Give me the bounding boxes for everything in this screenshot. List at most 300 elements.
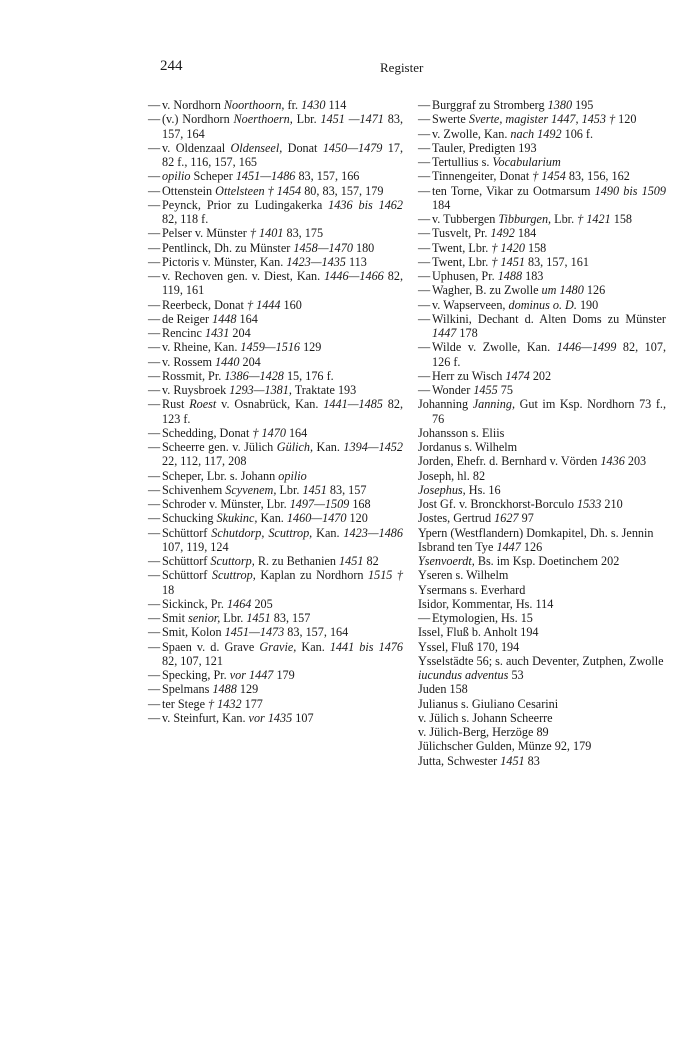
entry-italic-text: 1436	[600, 454, 625, 469]
index-entry	[148, 597, 403, 611]
entry-text: Ysermans s. Everhard	[418, 582, 526, 597]
index-column-right	[418, 98, 666, 768]
entry-italic-text: 1515 †	[368, 568, 403, 583]
entry-italic-text: Roest	[189, 397, 217, 412]
entry-text: v. Rechoven gen. v. Diest, Kan.	[162, 269, 325, 283]
entry-italic-text: 1447	[496, 539, 521, 554]
entry-text: 126	[583, 283, 606, 298]
entry-text: 184	[514, 226, 537, 241]
index-entry	[148, 568, 403, 597]
entry-text: 17, 82 f., 116, 157, 165	[162, 140, 404, 169]
entry-dash: —	[418, 155, 431, 169]
entry-text: Tusvelt, Pr.	[432, 226, 491, 241]
entry-text: 210	[601, 497, 623, 511]
index-entry	[418, 625, 666, 639]
page-number: 244	[160, 58, 183, 74]
index-entry	[148, 355, 403, 369]
entry-text: 164	[236, 311, 258, 326]
entry-text: Pelser v. Münster	[162, 226, 250, 241]
entry-text: Schüttorf	[162, 525, 212, 540]
entry-dash: —	[148, 240, 161, 255]
entry-text: 129	[300, 340, 322, 355]
entry-dash: —	[418, 340, 431, 355]
entry-text: Rossmit, Pr.	[162, 368, 225, 383]
entry-dash: —	[418, 383, 431, 397]
index-entry	[418, 212, 666, 226]
entry-italic-text: Scyvenem,	[225, 482, 277, 497]
index-entry	[418, 682, 666, 696]
entry-text: Schedding, Donat	[162, 425, 253, 440]
entry-text: Schucking	[162, 511, 217, 526]
entry-text: Wilkini, Dechant d. Alten Doms zu Münster	[432, 311, 666, 326]
entry-text: Ottenstein	[162, 183, 216, 198]
entry-dash: —	[418, 297, 431, 312]
entry-italic-text: 1451—1473	[224, 625, 285, 640]
entry-dash: —	[148, 639, 161, 654]
entry-text: ten Torne, Vikar zu Ootmarsum	[432, 183, 595, 198]
entry-text: 178	[456, 326, 478, 340]
entry-italic-text: † 1421	[577, 212, 611, 226]
entry-text: Schüttorf	[162, 554, 211, 568]
entry-italic-text: 1446—1499	[556, 340, 617, 355]
entry-text: 183	[522, 269, 544, 283]
entry-italic-text: 1447	[432, 326, 457, 340]
entry-text: 82, 107, 121	[162, 653, 223, 668]
entry-text: 129	[236, 682, 259, 697]
entry-text: 83, 175	[283, 226, 324, 241]
entry-text: v. Jülich-Berg, Herzöge 89	[418, 725, 549, 739]
entry-text: 164	[285, 425, 308, 440]
entry-text: Issel, Fluß b. Anholt 194	[418, 625, 539, 640]
entry-italic-text: 1455	[473, 383, 498, 397]
entry-text: Wagher, B. zu Zwolle	[432, 283, 542, 298]
entry-text: 83, 157	[326, 482, 367, 497]
entry-text: (v.) Nordhorn	[162, 112, 234, 127]
entry-dash: —	[148, 326, 161, 340]
entry-dash: —	[148, 311, 161, 326]
index-entry	[418, 127, 666, 141]
entry-text: Scheerre gen. v. Jülich	[162, 440, 277, 454]
index-entry	[148, 298, 403, 312]
entry-text: Schüttorf	[162, 568, 212, 583]
entry-text: 184	[432, 197, 451, 212]
entry-dash: —	[148, 611, 161, 625]
entry-italic-text: Noerthoern,	[233, 112, 293, 127]
entry-dash: —	[148, 226, 161, 241]
index-entry	[148, 397, 403, 426]
index-entry	[418, 383, 666, 397]
entry-text: Donat	[282, 140, 323, 155]
entry-italic-text: 1464	[227, 596, 252, 611]
entry-text: Jorden, Ehefr. d. Bernhard v. Vörden	[418, 454, 601, 469]
entry-dash: —	[418, 269, 431, 283]
entry-italic-text: vor 1447	[229, 668, 274, 682]
entry-dash: —	[148, 425, 161, 440]
entry-dash: —	[148, 596, 161, 611]
entry-italic-text: 1446—1466	[324, 269, 384, 283]
entry-text: 107, 119, 124	[162, 539, 229, 554]
entry-italic-text: 1451	[302, 482, 327, 497]
entry-dash: —	[148, 368, 161, 383]
entry-text: Sickinck, Pr.	[162, 596, 228, 611]
entry-italic-text: 1474	[505, 368, 530, 383]
entry-dash: —	[418, 226, 431, 241]
entry-text: Swerte	[432, 112, 469, 127]
entry-italic-text: vor 1435	[248, 710, 293, 725]
entry-text: Joseph, hl. 82	[418, 468, 486, 483]
entry-dash: —	[148, 710, 161, 725]
entry-text: 75	[497, 383, 513, 397]
entry-text: ter Stege	[162, 696, 209, 711]
entry-italic-text: 1386—1428	[224, 368, 284, 383]
index-entry	[148, 340, 403, 354]
index-entry	[418, 739, 666, 753]
entry-dash: —	[148, 568, 161, 583]
entry-text: v. Wapserveen,	[432, 297, 509, 312]
index-entry	[418, 397, 666, 426]
entry-text: 180	[352, 240, 375, 255]
entry-italic-text: 1488	[497, 269, 523, 283]
entry-text: Julianus s. Giuliano Cesarini	[418, 696, 559, 711]
entry-dash: —	[148, 254, 161, 269]
entry-text: R. zu Bethanien	[254, 554, 340, 568]
entry-text: Reerbeck, Donat	[162, 297, 247, 312]
entry-text: 190	[576, 297, 599, 312]
entry-dash: —	[148, 682, 161, 697]
index-entry	[148, 711, 403, 725]
entry-italic-text: Tibburgen,	[498, 212, 552, 226]
entry-text: 82, 119, 161	[162, 269, 403, 298]
entry-text: Rust	[162, 397, 190, 412]
entry-text: v. Zwolle, Kan.	[432, 126, 511, 141]
index-entry	[418, 597, 666, 611]
index-entry	[148, 112, 403, 141]
index-entry	[418, 711, 666, 725]
entry-italic-text: Josephus,	[418, 482, 466, 497]
entry-text: Lbr.	[220, 611, 247, 625]
entry-text: Lbr.	[276, 482, 303, 497]
entry-text: Jülichscher Gulden, Münze 92, 179	[418, 739, 592, 754]
entry-text: 120	[615, 112, 637, 127]
entry-italic-text: 1459—1516	[240, 340, 301, 355]
entry-italic-text: iucundus adventus	[418, 668, 509, 682]
entry-text: 195	[572, 98, 594, 112]
entry-text: 114	[325, 98, 347, 112]
entry-text: Burggraf zu Stromberg	[432, 98, 548, 112]
entry-italic-text: † 1470	[252, 425, 286, 440]
entry-text: 203	[624, 454, 647, 469]
index-entry	[418, 112, 666, 126]
index-entry	[418, 426, 666, 440]
entry-italic-text: Noorthoorn,	[223, 98, 285, 112]
entry-text: 160	[280, 297, 302, 312]
index-entry	[418, 141, 666, 155]
entry-text: Rencinc	[162, 326, 205, 340]
entry-text: 126	[520, 539, 543, 554]
entry-text: 204	[229, 326, 251, 340]
entry-italic-text: 1394—1452	[343, 440, 403, 454]
entry-italic-text: opilio	[278, 468, 307, 483]
index-entry	[148, 169, 403, 183]
index-entry	[148, 326, 403, 340]
entry-italic-text: 1451 —1471	[320, 112, 384, 127]
index-entry	[148, 668, 403, 682]
entry-text: Jordanus s. Wilhelm	[418, 440, 518, 454]
entry-text: Schroder v. Münster, Lbr.	[162, 497, 290, 511]
entry-text: Kan.	[313, 440, 344, 454]
entry-italic-text: 1423—1486	[343, 525, 403, 540]
entry-text: Smit, Kolon	[162, 625, 225, 640]
entry-dash: —	[148, 625, 161, 640]
index-entry	[148, 369, 403, 383]
entry-italic-text: Ottelsteen † 1454	[215, 183, 302, 198]
entry-text: Kan.	[312, 525, 344, 540]
entry-text: Bs. im Ksp. Doetinchem 202	[474, 554, 620, 568]
entry-dash: —	[148, 197, 161, 212]
index-entry	[148, 483, 403, 497]
index-entry	[418, 654, 666, 668]
index-entry	[148, 226, 403, 240]
index-entry	[148, 98, 403, 112]
entry-text: Pentlinck, Dh. zu Münster	[162, 240, 294, 255]
entry-text: 202	[529, 368, 552, 383]
entry-italic-text: 1451	[339, 554, 364, 568]
entry-italic-text: opilio	[162, 169, 191, 184]
index-entry	[418, 526, 666, 540]
entry-text: Ysselstädte 56; s. auch Deventer, Zutphen, Zwolle	[418, 653, 664, 668]
index-entry	[148, 640, 403, 669]
entry-text: 53	[508, 668, 524, 682]
entry-text: v. Jülich s. Johann Scheerre	[418, 710, 553, 725]
entry-text: Smit	[162, 611, 189, 625]
entry-text: Gut im Ksp. Nordhorn 73 f., 76	[432, 397, 667, 426]
entry-dash: —	[148, 340, 161, 355]
entry-italic-text: 1423—1435	[286, 254, 346, 269]
entry-text: v. Steinfurt, Kan.	[162, 710, 249, 725]
entry-dash: —	[148, 383, 161, 397]
index-entry	[418, 369, 666, 383]
entry-dash: —	[418, 98, 431, 112]
entry-dash: —	[148, 668, 161, 682]
entry-dash: —	[418, 169, 431, 184]
index-entry	[148, 682, 403, 696]
entry-text: Traktate 193	[291, 383, 357, 397]
index-entry	[418, 725, 666, 739]
entry-italic-text: Scuttorp,	[210, 554, 255, 568]
index-entry	[418, 611, 666, 625]
index-entry	[148, 426, 403, 440]
index-entry	[418, 568, 666, 582]
entry-dash: —	[418, 283, 431, 298]
entry-text: Isbrand ten Tye	[418, 539, 497, 554]
entry-dash: —	[418, 126, 431, 141]
entry-italic-text: 1488	[212, 682, 237, 697]
entry-text: 80, 83, 157, 179	[301, 183, 384, 198]
index-entry	[418, 754, 666, 768]
index-entry	[148, 312, 403, 326]
entry-text: 18	[162, 582, 175, 597]
entry-dash: —	[148, 397, 161, 412]
entry-italic-text: † 1451	[491, 254, 525, 269]
entry-text: 82	[363, 554, 379, 568]
entry-text: 22, 112, 117, 208	[162, 454, 247, 469]
entry-text: Jutta, Schwester	[418, 753, 501, 768]
entry-text: 83, 157, 164	[162, 112, 403, 141]
entry-italic-text: 1451	[246, 611, 271, 625]
index-entry	[418, 169, 666, 183]
entry-italic-text: nach 1492	[510, 126, 562, 141]
entry-text: 83, 157, 166	[295, 169, 360, 184]
entry-text: Scheper	[190, 169, 236, 184]
index-entry	[148, 611, 403, 625]
entry-text: Ypern (Westflandern) Domkapitel, Dh. s. Jennin	[418, 525, 654, 540]
entry-text: 82, 118 f.	[162, 212, 209, 226]
index-entry	[418, 583, 666, 597]
entry-italic-text: 1448	[212, 311, 237, 326]
index-column-left	[148, 98, 403, 725]
entry-text: Pictoris v. Münster, Kan.	[162, 254, 287, 269]
entry-italic-text: 1380	[547, 98, 573, 112]
entry-dash: —	[148, 482, 161, 497]
entry-dash: —	[148, 525, 161, 540]
index-entry	[148, 198, 403, 227]
entry-italic-text: † 1432	[208, 696, 242, 711]
entry-text: Schivenhem	[162, 482, 226, 497]
entry-text: Kan.	[257, 511, 287, 526]
entry-text: 106 f.	[561, 126, 594, 141]
entry-text: 168	[349, 497, 371, 511]
entry-italic-text: 1431	[204, 326, 230, 340]
entry-text: 83, 157, 161	[524, 254, 589, 269]
entry-dash: —	[418, 311, 431, 326]
index-entry	[418, 469, 666, 483]
entry-dash: —	[418, 212, 431, 226]
entry-dash: —	[148, 269, 161, 283]
entry-text: v. Ruysbroek	[162, 383, 230, 397]
entry-dash: —	[418, 368, 431, 383]
index-entry	[418, 497, 666, 511]
index-entry	[148, 269, 403, 298]
entry-dash: —	[148, 696, 161, 711]
index-entry	[418, 184, 666, 213]
entry-dash: —	[148, 554, 161, 568]
index-entry	[418, 640, 666, 654]
entry-italic-text: 1460—1470	[286, 511, 347, 526]
entry-text: Jostes, Gertrud	[418, 511, 495, 526]
index-entry	[418, 298, 666, 312]
entry-text: 83, 157, 164	[284, 625, 349, 640]
entry-text: 205	[251, 596, 273, 611]
entry-italic-text: 1492	[490, 226, 515, 241]
index-entry	[148, 511, 403, 525]
entry-text: Herr zu Wisch	[432, 368, 506, 383]
entry-italic-text: Oldenseel,	[230, 140, 283, 155]
entry-text: Tinnengeiter, Donat	[432, 169, 533, 184]
entry-text: Peynck, Prior zu Ludingakerka	[162, 197, 329, 212]
entry-text: v. Rheine, Kan.	[162, 340, 241, 355]
entry-text: Etymologien, Hs. 15	[432, 611, 533, 625]
entry-text: Tertullius s.	[432, 155, 493, 169]
index-entry	[418, 511, 666, 525]
entry-italic-text: † 1401	[249, 226, 284, 241]
entry-text: Johansson s. Eliis	[418, 425, 505, 440]
entry-italic-text: 1497—1509	[289, 497, 350, 511]
entry-text: 15, 176 f.	[283, 368, 334, 383]
entry-dash: —	[148, 169, 161, 184]
entry-dash: —	[148, 297, 161, 312]
entry-italic-text: † 1444	[246, 297, 281, 312]
index-entry	[148, 383, 403, 397]
entry-italic-text: 1293—1381,	[229, 383, 292, 397]
entry-text: 179	[273, 668, 295, 682]
entry-dash: —	[148, 183, 161, 198]
entry-text: Uphusen, Pr.	[432, 269, 498, 283]
entry-italic-text: 1441—1485	[323, 397, 383, 412]
entry-text: 97	[518, 511, 534, 526]
entry-text: v. Osnabrück, Kan.	[216, 397, 324, 412]
entry-text: Lbr.	[292, 112, 321, 127]
index-entry	[148, 554, 403, 568]
entry-italic-text: † 1454	[532, 169, 566, 184]
entry-text: Twent, Lbr.	[432, 240, 492, 255]
entry-dash: —	[418, 183, 431, 198]
index-entry	[418, 255, 666, 269]
index-entry	[148, 255, 403, 269]
entry-text: 204	[239, 354, 261, 369]
entry-text: 82, 123 f.	[162, 397, 404, 426]
entry-dash: —	[418, 611, 431, 625]
entry-dash: —	[148, 440, 161, 454]
entry-italic-text: 1451—1486	[235, 169, 296, 184]
entry-text: 82, 107, 126 f.	[432, 340, 666, 369]
entry-text: Yseren s. Wilhelm	[418, 568, 509, 583]
entry-text: 120	[346, 511, 368, 526]
index-entry	[418, 98, 666, 112]
index-entry	[418, 241, 666, 255]
entry-italic-text: 1441 bis 1476	[329, 639, 403, 654]
index-entry	[418, 554, 666, 568]
entry-italic-text: Vocabularium	[492, 155, 561, 169]
index-entry	[418, 283, 666, 297]
entry-text: v. Oldenzaal	[162, 140, 231, 155]
entry-text: fr.	[284, 98, 302, 112]
entry-dash: —	[148, 112, 161, 127]
entry-text: 158	[610, 212, 633, 226]
index-entry	[418, 440, 666, 454]
entry-dash: —	[148, 354, 161, 369]
entry-text: Jost Gf. v. Bronckhorst-Borculo	[418, 497, 577, 511]
index-entry	[148, 469, 403, 483]
entry-dash: —	[148, 98, 161, 112]
entry-text: 113	[345, 254, 367, 269]
entry-text: Spaen v. d. Grave	[162, 639, 260, 654]
entry-dash: —	[418, 140, 431, 155]
entry-italic-text: 1458—1470	[293, 240, 353, 255]
index-entry	[418, 155, 666, 169]
entry-text: Tauler, Predigten 193	[432, 140, 537, 155]
index-entry	[148, 697, 403, 711]
entry-italic-text: 1430	[301, 98, 326, 112]
entry-text: 107	[292, 710, 314, 725]
entry-italic-text: Skukinc,	[216, 511, 258, 526]
entry-italic-text: 1627	[494, 511, 519, 526]
index-entry	[418, 340, 666, 369]
entry-italic-text: 1440	[215, 354, 240, 369]
entry-italic-text: Scuttrop,	[211, 568, 256, 583]
entry-italic-text: senior,	[188, 611, 221, 625]
entry-text: Wilde v. Zwolle, Kan.	[432, 340, 557, 355]
entry-italic-text: Ysenvoerdt,	[418, 554, 475, 568]
